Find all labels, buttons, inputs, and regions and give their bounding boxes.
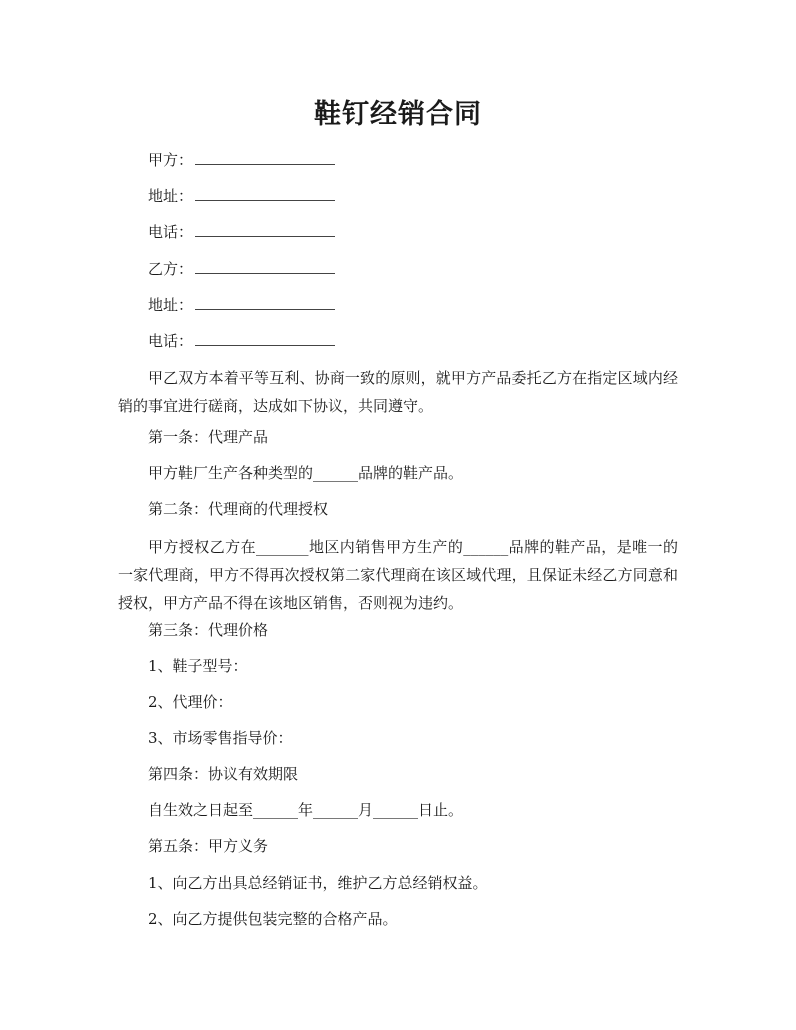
phone-b-blank	[195, 331, 335, 346]
intro-paragraph: 甲乙双方本着平等互利、协商一致的原则，就甲方产品委托乙方在指定区域内经销的事宜进行磋商，达成如下协议，共同遵守。	[118, 369, 678, 415]
phone-a-blank	[195, 222, 335, 237]
article-4-text: 自生效之日起至______年______月______日止。	[148, 801, 464, 819]
article-5-title: 第五条：甲方义务	[148, 837, 269, 855]
article-3-item-2: 2、代理价：	[148, 693, 233, 711]
article-3-item-3: 3、市场零售指导价：	[148, 729, 293, 747]
party-b-field	[148, 259, 335, 279]
phone-b-label: 电话：	[148, 332, 194, 350]
address-b-field	[148, 295, 335, 315]
phone-b-field	[148, 331, 335, 351]
article-3-item-1: 1、鞋子型号：	[148, 657, 248, 675]
party-a-label: 甲方：	[148, 151, 194, 169]
party-b-blank	[195, 259, 335, 274]
party-a-field	[148, 150, 335, 170]
phone-a-label: 电话：	[148, 223, 194, 241]
address-b-blank	[195, 295, 335, 310]
article-4-title: 第四条：协议有效期限	[148, 765, 299, 783]
address-a-field	[148, 186, 335, 206]
party-a-blank	[195, 150, 335, 165]
address-a-blank	[195, 186, 335, 201]
address-a-label: 地址：	[148, 187, 194, 205]
phone-a-field	[148, 222, 335, 242]
article-5-item-1: 1、向乙方出具总经销证书，维护乙方总经销权益。	[148, 874, 488, 892]
article-2-title: 第二条：代理商的代理授权	[148, 500, 329, 518]
article-1-text: 甲方鞋厂生产各种类型的______品牌的鞋产品。	[148, 464, 464, 482]
article-3-title: 第三条：代理价格	[148, 621, 269, 639]
page-title: 鞋钉经销合同	[314, 99, 482, 130]
article-1-title: 第一条：代理产品	[148, 428, 269, 446]
address-b-label: 地址：	[148, 296, 194, 314]
party-b-label: 乙方：	[148, 260, 194, 278]
article-5-item-2: 2、向乙方提供包装完整的合格产品。	[148, 910, 398, 928]
article-2-text: 甲方授权乙方在_______地区内销售甲方生产的______品牌的鞋产品，是唯一的一家代理商，甲方不得再次授权第二家代理商在该区域代理，且保证未经乙方同意和授权，甲方产品不得在该地区销售，否则视为违约。	[118, 538, 678, 612]
